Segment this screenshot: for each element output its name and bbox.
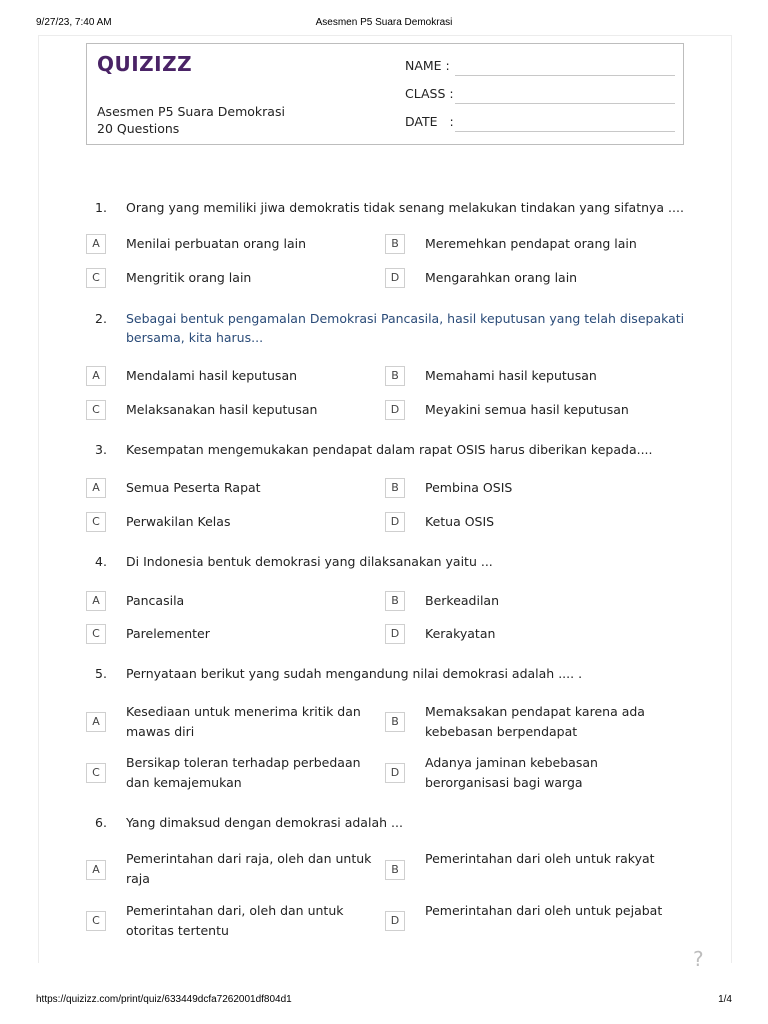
class-label: CLASS : <box>405 86 454 101</box>
name-line <box>455 75 675 76</box>
option-letter: B <box>385 591 405 611</box>
option-letter: A <box>86 478 106 498</box>
name-field <box>405 58 675 76</box>
question-number: 5. <box>95 666 107 681</box>
option-text <box>126 702 361 742</box>
option-text-line-2: otoritas tertentu <box>126 923 229 938</box>
option-text <box>126 901 343 941</box>
option-text: Semua Peserta Rapat <box>126 480 261 495</box>
option-c[interactable] <box>86 901 376 941</box>
option-letter: D <box>385 268 405 288</box>
date-line <box>455 131 675 132</box>
option-d[interactable] <box>385 753 675 793</box>
option-letter: A <box>86 860 106 880</box>
option-text: Pancasila <box>126 593 185 608</box>
quiz-header-box <box>86 43 684 145</box>
option-letter: C <box>86 763 106 783</box>
option-letter: A <box>86 366 106 386</box>
question-text: Orang yang memiliki jiwa demokratis tidak senang melakukan tindakan yang sifatnya .... <box>126 200 684 215</box>
option-d[interactable] <box>385 901 675 941</box>
option-text-line-2: raja <box>126 871 150 886</box>
option-text <box>126 753 361 793</box>
option-text-line-1: Memaksakan pendapat karena ada <box>425 704 645 719</box>
option-letter: D <box>385 911 405 931</box>
option-text-line-1: Pemerintahan dari oleh untuk pejabat <box>425 903 663 918</box>
option-text: Mengritik orang lain <box>126 270 252 285</box>
option-text-line-1: Bersikap toleran terhadap perbedaan <box>126 755 361 770</box>
option-text: Memahami hasil keputusan <box>425 368 597 383</box>
option-letter: A <box>86 712 106 732</box>
quiz-title: Asesmen P5 Suara Demokrasi <box>97 104 285 119</box>
print-title: Asesmen P5 Suara Demokrasi <box>315 17 453 28</box>
option-text-line-1: Pemerintahan dari raja, oleh dan untuk <box>126 851 372 866</box>
class-field <box>405 86 675 104</box>
question-text: Kesempatan mengemukakan pendapat dalam rapat OSIS harus diberikan kepada.... <box>126 442 653 457</box>
option-text-line-1: Kesediaan untuk menerima kritik dan <box>126 704 361 719</box>
name-label: NAME : <box>405 58 450 73</box>
option-text: Kerakyatan <box>425 626 496 641</box>
question-text-line-2: bersama, kita harus... <box>126 330 264 345</box>
option-text: Melaksanakan hasil keputusan <box>126 402 318 417</box>
option-letter: D <box>385 400 405 420</box>
option-a[interactable] <box>86 849 376 889</box>
option-text: Perwakilan Kelas <box>126 514 231 529</box>
option-letter: B <box>385 366 405 386</box>
option-text: Meyakini semua hasil keputusan <box>425 402 629 417</box>
option-text: Pembina OSIS <box>425 480 513 495</box>
page-number: 1/4 <box>718 994 732 1005</box>
option-text-line-2: berorganisasi bagi warga <box>425 775 583 790</box>
help-icon[interactable]: ? <box>693 947 704 971</box>
option-letter: C <box>86 268 106 288</box>
option-c[interactable] <box>86 753 376 793</box>
question-text: Di Indonesia bentuk demokrasi yang dilaksanakan yaitu ... <box>126 554 493 569</box>
option-text-line-2: kebebasan berpendapat <box>425 724 578 739</box>
option-text <box>425 702 645 742</box>
option-letter: C <box>86 400 106 420</box>
print-footer <box>36 994 732 1008</box>
option-letter: A <box>86 591 106 611</box>
option-text: Parelementer <box>126 626 210 641</box>
option-letter: B <box>385 234 405 254</box>
date-label: DATE : <box>405 114 454 129</box>
option-text-line-1: Pemerintahan dari, oleh dan untuk <box>126 903 344 918</box>
option-letter: A <box>86 234 106 254</box>
option-text <box>425 901 662 921</box>
print-timestamp: 9/27/23, 7:40 AM <box>36 17 112 28</box>
option-a[interactable] <box>86 702 376 742</box>
question-number: 3. <box>95 442 107 457</box>
question-text: Pernyataan berikut yang sudah mengandung nilai demokrasi adalah .... . <box>126 666 583 681</box>
question-count: 20 Questions <box>97 121 180 136</box>
option-letter: B <box>385 860 405 880</box>
print-header <box>36 17 732 31</box>
question-number: 4. <box>95 554 107 569</box>
option-text <box>126 849 371 889</box>
option-text: Ketua OSIS <box>425 514 495 529</box>
option-text: Menilai perbuatan orang lain <box>126 236 306 251</box>
option-letter: C <box>86 624 106 644</box>
option-letter: B <box>385 478 405 498</box>
question-number: 2. <box>95 311 107 326</box>
option-text <box>425 753 598 793</box>
option-letter: B <box>385 712 405 732</box>
option-b[interactable] <box>385 702 675 742</box>
option-letter: C <box>86 512 106 532</box>
option-text-line-2: dan kemajemukan <box>126 775 242 790</box>
question-number: 6. <box>95 815 107 830</box>
option-text-line-2: mawas diri <box>126 724 195 739</box>
quizizz-logo: QUIZIZZ <box>97 52 193 76</box>
question-number: 1. <box>95 200 107 215</box>
option-text-line-1: Adanya jaminan kebebasan <box>425 755 598 770</box>
option-letter: C <box>86 911 106 931</box>
option-letter: D <box>385 512 405 532</box>
date-field <box>405 114 675 132</box>
option-text: Meremehkan pendapat orang lain <box>425 236 637 251</box>
option-text: Berkeadilan <box>425 593 500 608</box>
question-text <box>126 309 686 347</box>
print-url: https://quizizz.com/print/quiz/633449dcfa7262001df804d1 <box>36 994 292 1005</box>
option-text <box>425 849 655 869</box>
class-line <box>455 103 675 104</box>
question-text-line-1: Sebagai bentuk pengamalan Demokrasi Pancasila, hasil keputusan yang telah disepakati <box>126 311 685 326</box>
question-text: Yang dimaksud dengan demokrasi adalah ... <box>126 815 403 830</box>
option-text: Mendalami hasil keputusan <box>126 368 298 383</box>
option-text-line-1: Pemerintahan dari oleh untuk rakyat <box>425 851 655 866</box>
option-text: Mengarahkan orang lain <box>425 270 578 285</box>
option-b[interactable] <box>385 849 675 889</box>
option-letter: D <box>385 624 405 644</box>
option-letter: D <box>385 763 405 783</box>
